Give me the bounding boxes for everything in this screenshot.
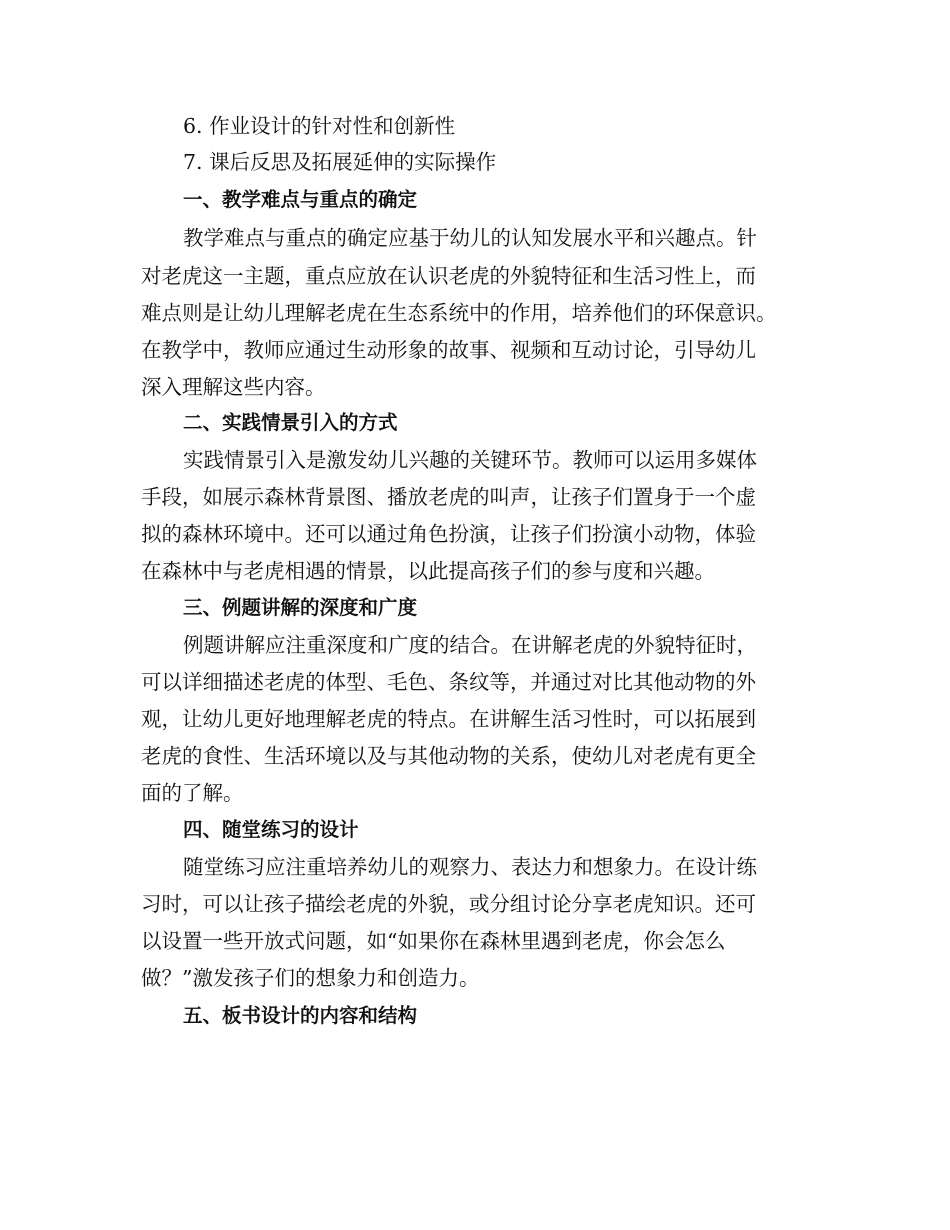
paragraph-line: 在教学中，教师应通过生动形象的故事、视频和互动讨论，引导幼儿 bbox=[141, 338, 756, 362]
paragraph-line: 以设置一些开放式问题，如“如果你在森林里遇到老虎，你会怎么 bbox=[141, 929, 726, 953]
paragraph-line: 做？”激发孩子们的想象力和创造力。 bbox=[141, 966, 480, 990]
paragraph-line: 老虎的食性、生活环境以及与其他动物的关系，使幼儿对老虎有更全 bbox=[141, 744, 756, 768]
list-item-6: 6. 作业设计的针对性和创新性 bbox=[183, 114, 456, 138]
list-item-7: 7. 课后反思及拓展延伸的实际操作 bbox=[183, 150, 497, 174]
paragraph-line: 手段，如展示森林背景图、播放老虎的叫声，让孩子们置身于一个虚 bbox=[141, 485, 756, 509]
section-heading-2: 二、实践情景引入的方式 bbox=[183, 411, 398, 434]
paragraph-line: 习时，可以让孩子描绘老虎的外貌，或分组讨论分享老虎知识。还可 bbox=[141, 892, 756, 916]
paragraph-line: 实践情景引入是激发幼儿兴趣的关键环节。教师可以运用多媒体 bbox=[183, 448, 757, 472]
section-heading-1: 一、教学难点与重点的确定 bbox=[183, 188, 418, 211]
paragraph-line: 难点则是让幼儿理解老虎在生态系统中的作用，培养他们的环保意识。 bbox=[141, 301, 777, 325]
paragraph-line: 深入理解这些内容。 bbox=[141, 375, 326, 399]
paragraph-line: 例题讲解应注重深度和广度的结合。在讲解老虎的外貌特征时， bbox=[183, 633, 757, 657]
section-heading-3: 三、例题讲解的深度和广度 bbox=[183, 596, 418, 619]
paragraph-line: 在森林中与老虎相遇的情景，以此提高孩子们的参与度和兴趣。 bbox=[141, 559, 715, 583]
paragraph-line: 拟的森林环境中。还可以通过角色扮演，让孩子们扮演小动物，体验 bbox=[141, 522, 756, 546]
section-heading-5: 五、板书设计的内容和结构 bbox=[183, 1004, 418, 1027]
paragraph-line: 对老虎这一主题，重点应放在认识老虎的外貌特征和生活习性上，而 bbox=[141, 264, 756, 288]
paragraph-line: 随堂练习应注重培养幼儿的观察力、表达力和想象力。在设计练 bbox=[183, 855, 757, 879]
paragraph-line: 面的了解。 bbox=[141, 781, 244, 805]
paragraph-line: 可以详细描述老虎的体型、毛色、条纹等，并通过对比其他动物的外 bbox=[141, 670, 756, 694]
section-heading-4: 四、随堂练习的设计 bbox=[183, 818, 359, 841]
paragraph-line: 教学难点与重点的确定应基于幼儿的认知发展水平和兴趣点。针 bbox=[183, 226, 757, 250]
paragraph-line: 观，让幼儿更好地理解老虎的特点。在讲解生活习性时，可以拓展到 bbox=[141, 707, 756, 731]
